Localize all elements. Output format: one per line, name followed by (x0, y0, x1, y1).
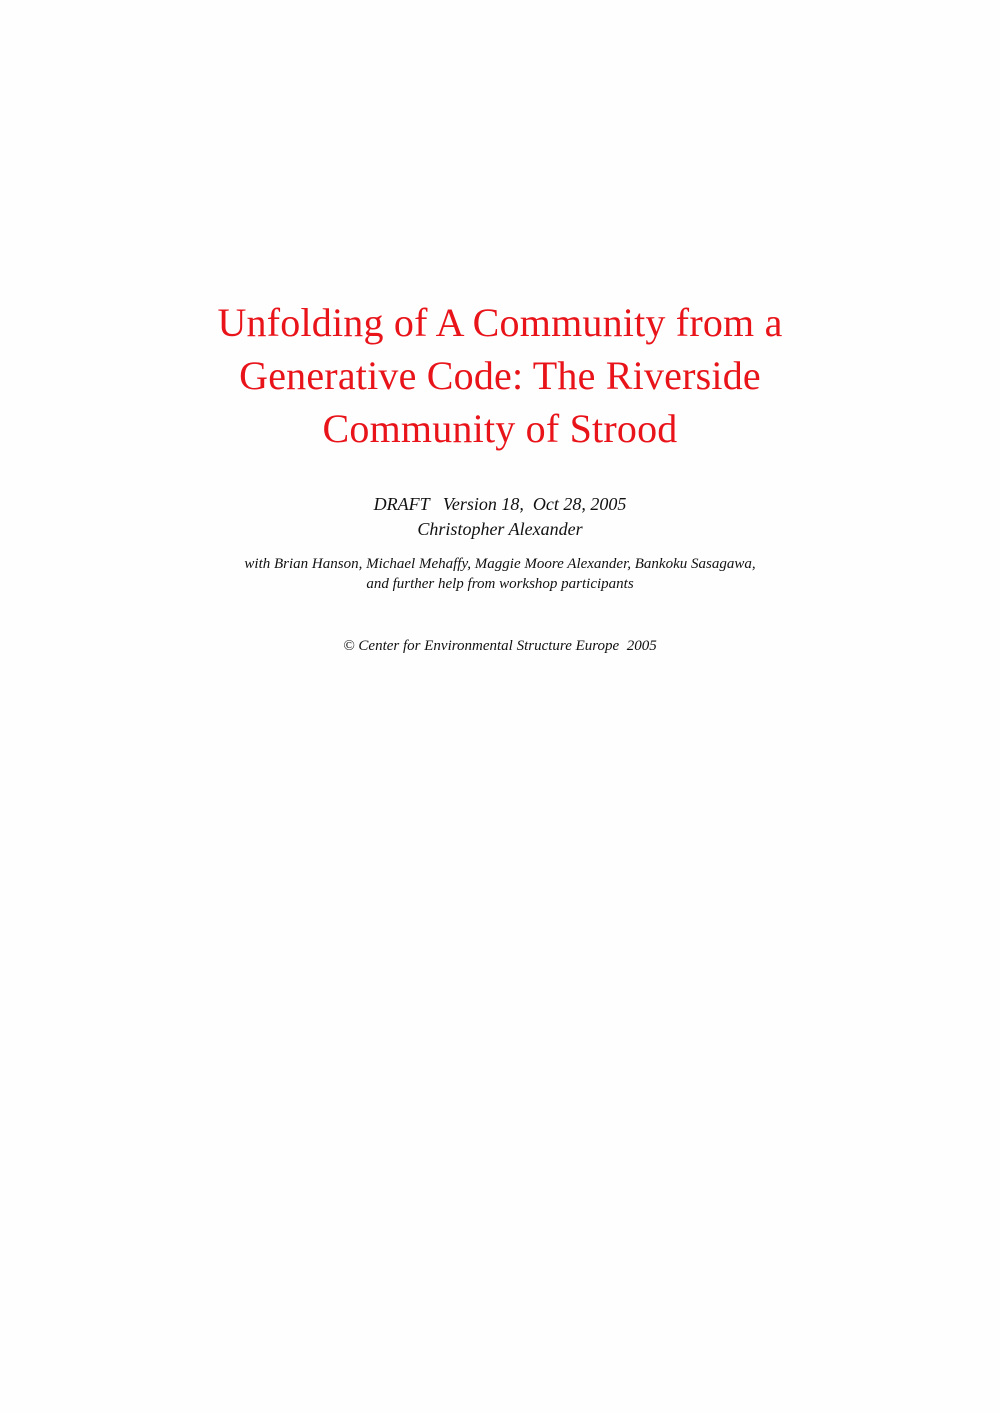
document-title (100, 296, 900, 455)
draft-version: DRAFT Version 18, Oct 28, 2005 (373, 494, 627, 514)
contributors-line-1: with Brian Hanson, Michael Mehaffy, Maggie Moore Alexander, Bankoku Sasagawa, (244, 556, 756, 572)
title-line-2: Generative Code: The Riverside (239, 353, 761, 398)
title-line-1: Unfolding of A Community from a (217, 300, 783, 345)
copyright-notice: © Center for Environmental Structure Europe 2005 (343, 638, 657, 654)
title-line-3: Community of Strood (322, 406, 678, 451)
contributors-line-2: and further help from workshop participants (366, 576, 634, 592)
author-name: Christopher Alexander (417, 519, 583, 539)
